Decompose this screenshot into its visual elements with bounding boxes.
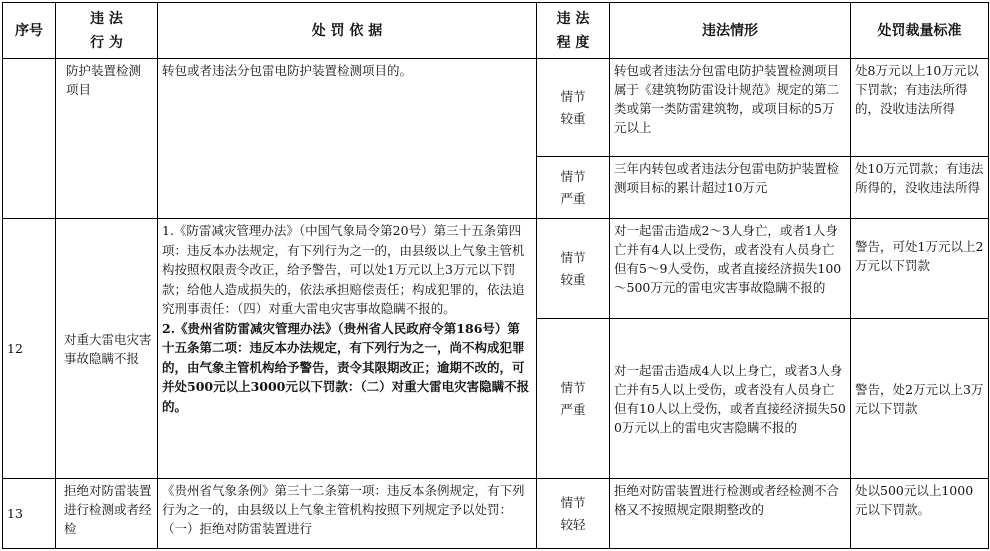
row11-circumstance-2: 三年内转包或者违法分包雷电防护装置检测项目标的累计超过10万元 xyxy=(610,157,851,219)
row11-standard-2: 处10万元罚款；有违法所得的，没收违法所得 xyxy=(851,157,989,219)
table-row xyxy=(3,59,989,157)
row12-standard-2: 警告，处2万元以上3万元以下罚款 xyxy=(851,319,989,479)
row13-degree xyxy=(537,479,610,549)
degree-line1: 情节 xyxy=(560,168,586,184)
row11-standard-1: 处8万元以上10万元以下罚款；有违法所得的，没收违法所得 xyxy=(851,59,989,157)
header-basis: 处 罚 依 据 xyxy=(158,3,537,59)
row13-circumstance: 拒绝对防雷装置进行检测或者经检测不合格又不按照规定限期整改的 xyxy=(610,479,851,549)
header-degree xyxy=(537,3,610,59)
degree-line2: 严重 xyxy=(560,190,586,206)
row13-seq: 13 xyxy=(3,479,56,549)
table-row xyxy=(3,219,989,319)
degree-line1: 情节 xyxy=(560,494,586,510)
degree-line2: 较重 xyxy=(560,110,586,126)
degree-line1: 情节 xyxy=(560,88,586,104)
degree-line2: 严重 xyxy=(560,401,586,417)
row12-circumstance-1: 对一起雷击造成2～3人身亡，或者1人身亡并有4人以上受伤，或者没有人员身亡但有5～9人受伤，或者直接经济损失100～500万元的雷电灾害事故隐瞒不报的 xyxy=(610,219,851,319)
row12-standard-1: 警告，可处1万元以上2万元以下罚款 xyxy=(851,219,989,319)
header-degree-line2: 程 度 xyxy=(556,34,590,51)
header-act xyxy=(56,3,158,59)
degree-line2: 较轻 xyxy=(560,516,586,532)
row12-seq: 12 xyxy=(3,219,56,479)
degree-line1: 情节 xyxy=(560,249,586,265)
row12-act: 对重大雷电灾害事故隐瞒不报 xyxy=(56,219,158,479)
header-row xyxy=(3,3,989,59)
basis-paragraph-2: 2.《贵州省防雷减灾管理办法》（贵州省人民政府令第186号）第十五条第二项：违反本办法规定，有下列行为之一，尚不构成犯罪的，由气象主管机构给予警告，责令其限期改正；逾期不改的，可并处500元以上3000元以下罚款：（二）对重大雷电灾害隐瞒不报的。 xyxy=(162,320,530,414)
row12-degree-2 xyxy=(537,319,610,479)
degree-line2: 较重 xyxy=(560,271,586,287)
row11-degree-2 xyxy=(537,157,610,219)
header-act-line2: 行 为 xyxy=(90,34,123,51)
header-degree-line1: 违 法 xyxy=(556,10,590,27)
header-standard: 处罚裁量标准 xyxy=(851,3,989,59)
row12-basis xyxy=(158,219,537,479)
row13-basis: 《贵州省气象条例》第三十二条第一项：违反本条例规定，有下列行为之一的，由县级以上气象主管机构按照下列规定予以处罚：（一）拒绝对防雷装置进行 xyxy=(158,479,537,549)
header-seq: 序号 xyxy=(3,3,56,59)
basis-paragraph-1: 1.《防雷减灾管理办法》（中国气象局令第20号）第三十五条第四项：违反本办法规定，有下列行为之一的，由县级以上气象主管机构按照权限责令改正，给予警告，可以处1万元以上3万元以下罚款；给他人造成损失的，依法承担赔偿责任；构成犯罪的，依法追究刑事责任：（四）对重大雷电灾害事故隐瞒不报的。 xyxy=(162,223,525,316)
row11-basis: 转包或者违法分包雷电防护装置检测项目的。 xyxy=(158,59,537,219)
row11-circumstance-1: 转包或者违法分包雷电防护装置检测项目属于《建筑物防雷设计规范》规定的第二类或第一类防雷建筑物，或项目标的5万元以上 xyxy=(610,59,851,157)
row13-act: 拒绝对防雷装置进行检测或者经检 xyxy=(56,479,158,549)
degree-line1: 情节 xyxy=(560,379,586,395)
table-row xyxy=(3,479,989,549)
header-circumstance: 违法情形 xyxy=(610,3,851,59)
header-act-line1: 违 法 xyxy=(90,10,123,27)
row13-standard: 处以500元以上1000元以下罚款。 xyxy=(851,479,989,549)
row12-degree-1 xyxy=(537,219,610,319)
penalty-table xyxy=(2,2,989,549)
row11-seq xyxy=(3,59,56,219)
row11-degree-1 xyxy=(537,59,610,157)
row12-circumstance-2: 对一起雷击造成4人以上身亡，或者3人身亡并有5人以上受伤，或者没有人员身亡但有10人以上受伤，或者直接经济损失500万元以上的雷电灾害隐瞒不报的 xyxy=(610,319,851,479)
row11-act: 防护装置检测项目 xyxy=(56,59,158,219)
